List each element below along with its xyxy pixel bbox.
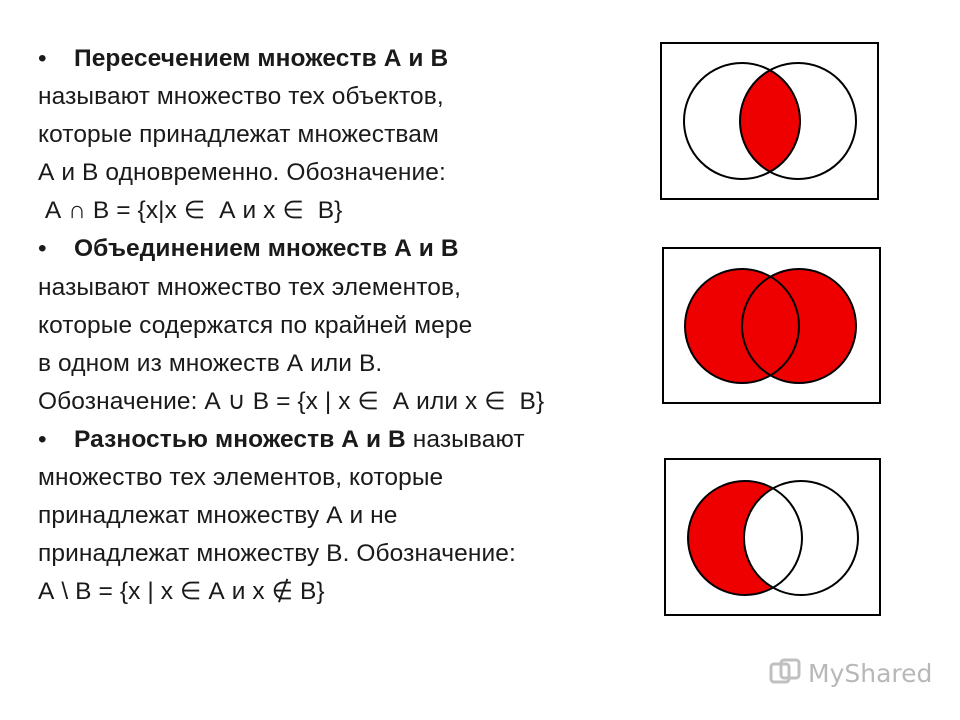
text-block: [38, 40, 638, 611]
section-2-formula: Обозначение: А ∪ В = {х | х ∈ А или х ∈ В}: [38, 387, 545, 415]
watermark-text: MyShared: [808, 658, 933, 688]
difference-venn-diagram: [664, 458, 882, 617]
bullet: •: [38, 425, 47, 453]
bullet: •: [38, 45, 47, 72]
section-1-line: называют множество тех объектов,: [38, 83, 444, 111]
section-3-line: принадлежат множеству В. Обозначение:: [38, 540, 516, 568]
section-2-term: Объединением множеств А и В: [74, 235, 459, 263]
section-1-term: Пересечением множеств А и В: [74, 45, 449, 72]
section-2-line: в одном из множеств А или В.: [38, 349, 383, 377]
section-3-formula: А \ В = {х | х ∈ А и х ∉ В}: [38, 578, 325, 606]
section-1-heading: [38, 40, 638, 78]
section-3-heading-tail: называют: [405, 425, 525, 453]
section-3-term: Разностью множеств А и В: [74, 425, 406, 453]
section-1-line: которые принадлежат множествам: [38, 121, 439, 149]
section-2-heading: [38, 230, 638, 268]
myshared-watermark: [768, 656, 932, 690]
section-3-line: множество тех элементов, которые: [38, 464, 444, 492]
section-3-heading: [38, 421, 638, 459]
section-1-formula: А ∩ В = {х|х ∈ А и х ∈ В}: [38, 197, 343, 225]
myshared-logo-icon: [768, 658, 802, 688]
intersection-venn-diagram: [660, 42, 880, 201]
union-venn-diagram: [662, 247, 882, 405]
section-2-line: называют множество тех элементов,: [38, 273, 462, 301]
section-3-line: принадлежат множеству А и не: [38, 502, 398, 530]
section-2-line: которые содержатся по крайней мере: [38, 311, 473, 339]
section-1-line: А и В одновременно. Обозначение:: [38, 159, 446, 187]
bullet: •: [38, 235, 47, 263]
